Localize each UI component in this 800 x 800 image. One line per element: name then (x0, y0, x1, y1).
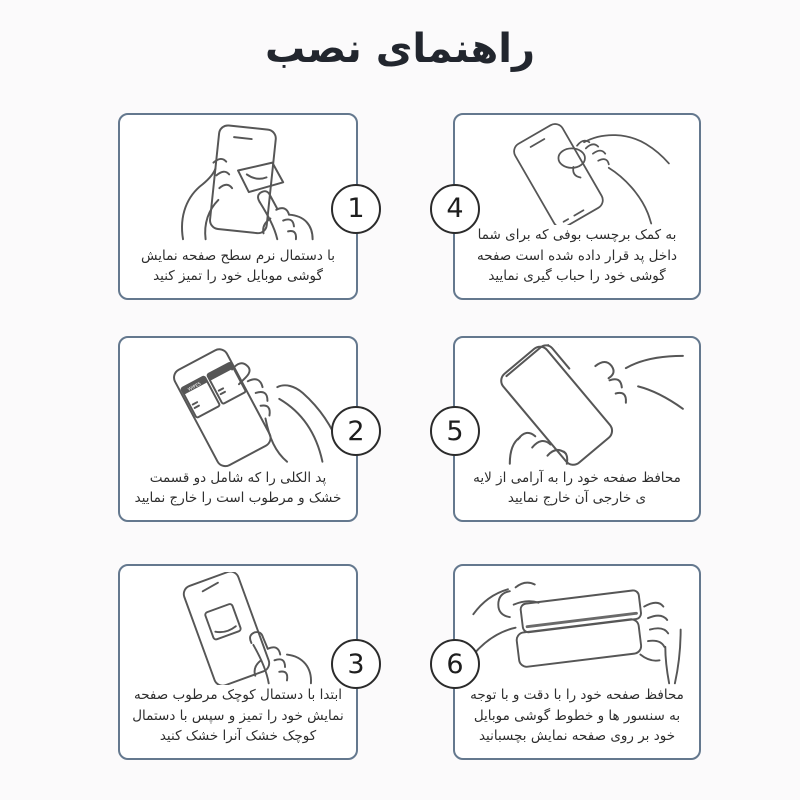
sachet-2-label: 2 (220, 372, 245, 402)
sachet-1-label: 1 (194, 386, 219, 416)
step-number-badge (331, 406, 381, 456)
step-caption: به کمک برچسب بوفی که برای شما داخل پد قرار داده شده است صفحه گوشی خود را حباب گیری نمایید (477, 227, 677, 284)
step-number: 4 (446, 193, 464, 224)
cleaning-phone-illustration (130, 121, 346, 246)
peeling-layer (506, 344, 575, 403)
right-hand (640, 603, 680, 684)
right-hand (258, 191, 313, 239)
step-number: 6 (446, 648, 464, 680)
step-number-badge (331, 184, 381, 234)
step-caption: محافظ صفحه خود را به آرامی از لایه ی خارجی آن خارج نمایید (473, 469, 681, 506)
step-number: 3 (347, 648, 365, 680)
step-caption: ابتدا با دستمال کوچک مرطوب صفحه نمایش خود را تمیز و سپس با دستمال کوچک خشک آنرا خشک کنید (132, 687, 344, 744)
sachet-brand-text: WIPES (187, 381, 203, 393)
bottom-hand (510, 433, 567, 464)
step-caption: با دستمال نرم سطح صفحه نمایش گوشی موبایل خود را تمیز کنید (140, 247, 335, 284)
left-hand (473, 583, 538, 655)
screen-protector (520, 590, 642, 633)
phone-outline (171, 346, 274, 467)
right-hand (232, 363, 340, 461)
bubble-removal-illustration (465, 121, 689, 225)
step-6-illustration (465, 572, 689, 685)
step-number-badge (331, 639, 381, 689)
step-card-2 (118, 336, 365, 522)
small-cloth (205, 603, 242, 640)
phone-outline (181, 572, 271, 685)
step-number: 5 (446, 415, 464, 447)
left-hand (182, 159, 232, 239)
step-card-3 (118, 564, 365, 760)
step-card-5 (446, 336, 701, 522)
step-3-illustration (130, 572, 346, 685)
step-number: 2 (347, 415, 365, 447)
step-card-4 (446, 113, 701, 300)
step-1-illustration (130, 121, 346, 246)
sticking-protector-illustration (465, 572, 689, 685)
wet-dry-cloth-illustration (130, 572, 346, 685)
right-hand (573, 135, 669, 223)
step-caption: محافظ صفحه خود را با دقت و با توجه به سنسور ها و خطوط گوشی موبایل خود بر روی صفحه نمایش بچسبانید (470, 687, 684, 744)
step-2-illustration (130, 344, 346, 468)
step-4-illustration (465, 121, 689, 225)
step-card-1 (118, 113, 365, 300)
peeling-layer-illustration (465, 344, 689, 468)
step-number-badge (430, 184, 480, 234)
step-caption: پد الکلی را که شامل دو قسمت خشک و مرطوب است را خارج نمایید (134, 469, 342, 506)
step-card-6 (446, 564, 701, 760)
right-hand (250, 632, 311, 683)
buffing-pad (558, 148, 585, 167)
step-number-badge (430, 639, 480, 689)
soft-cloth (238, 163, 283, 192)
phone-outline (511, 121, 606, 225)
step-number: 1 (347, 193, 365, 224)
step-5-illustration (465, 344, 689, 468)
alcohol-pad-illustration (130, 344, 346, 468)
page-title: راهنمای نصب (265, 26, 535, 72)
step-number-badge (430, 406, 480, 456)
top-hand (595, 356, 683, 409)
